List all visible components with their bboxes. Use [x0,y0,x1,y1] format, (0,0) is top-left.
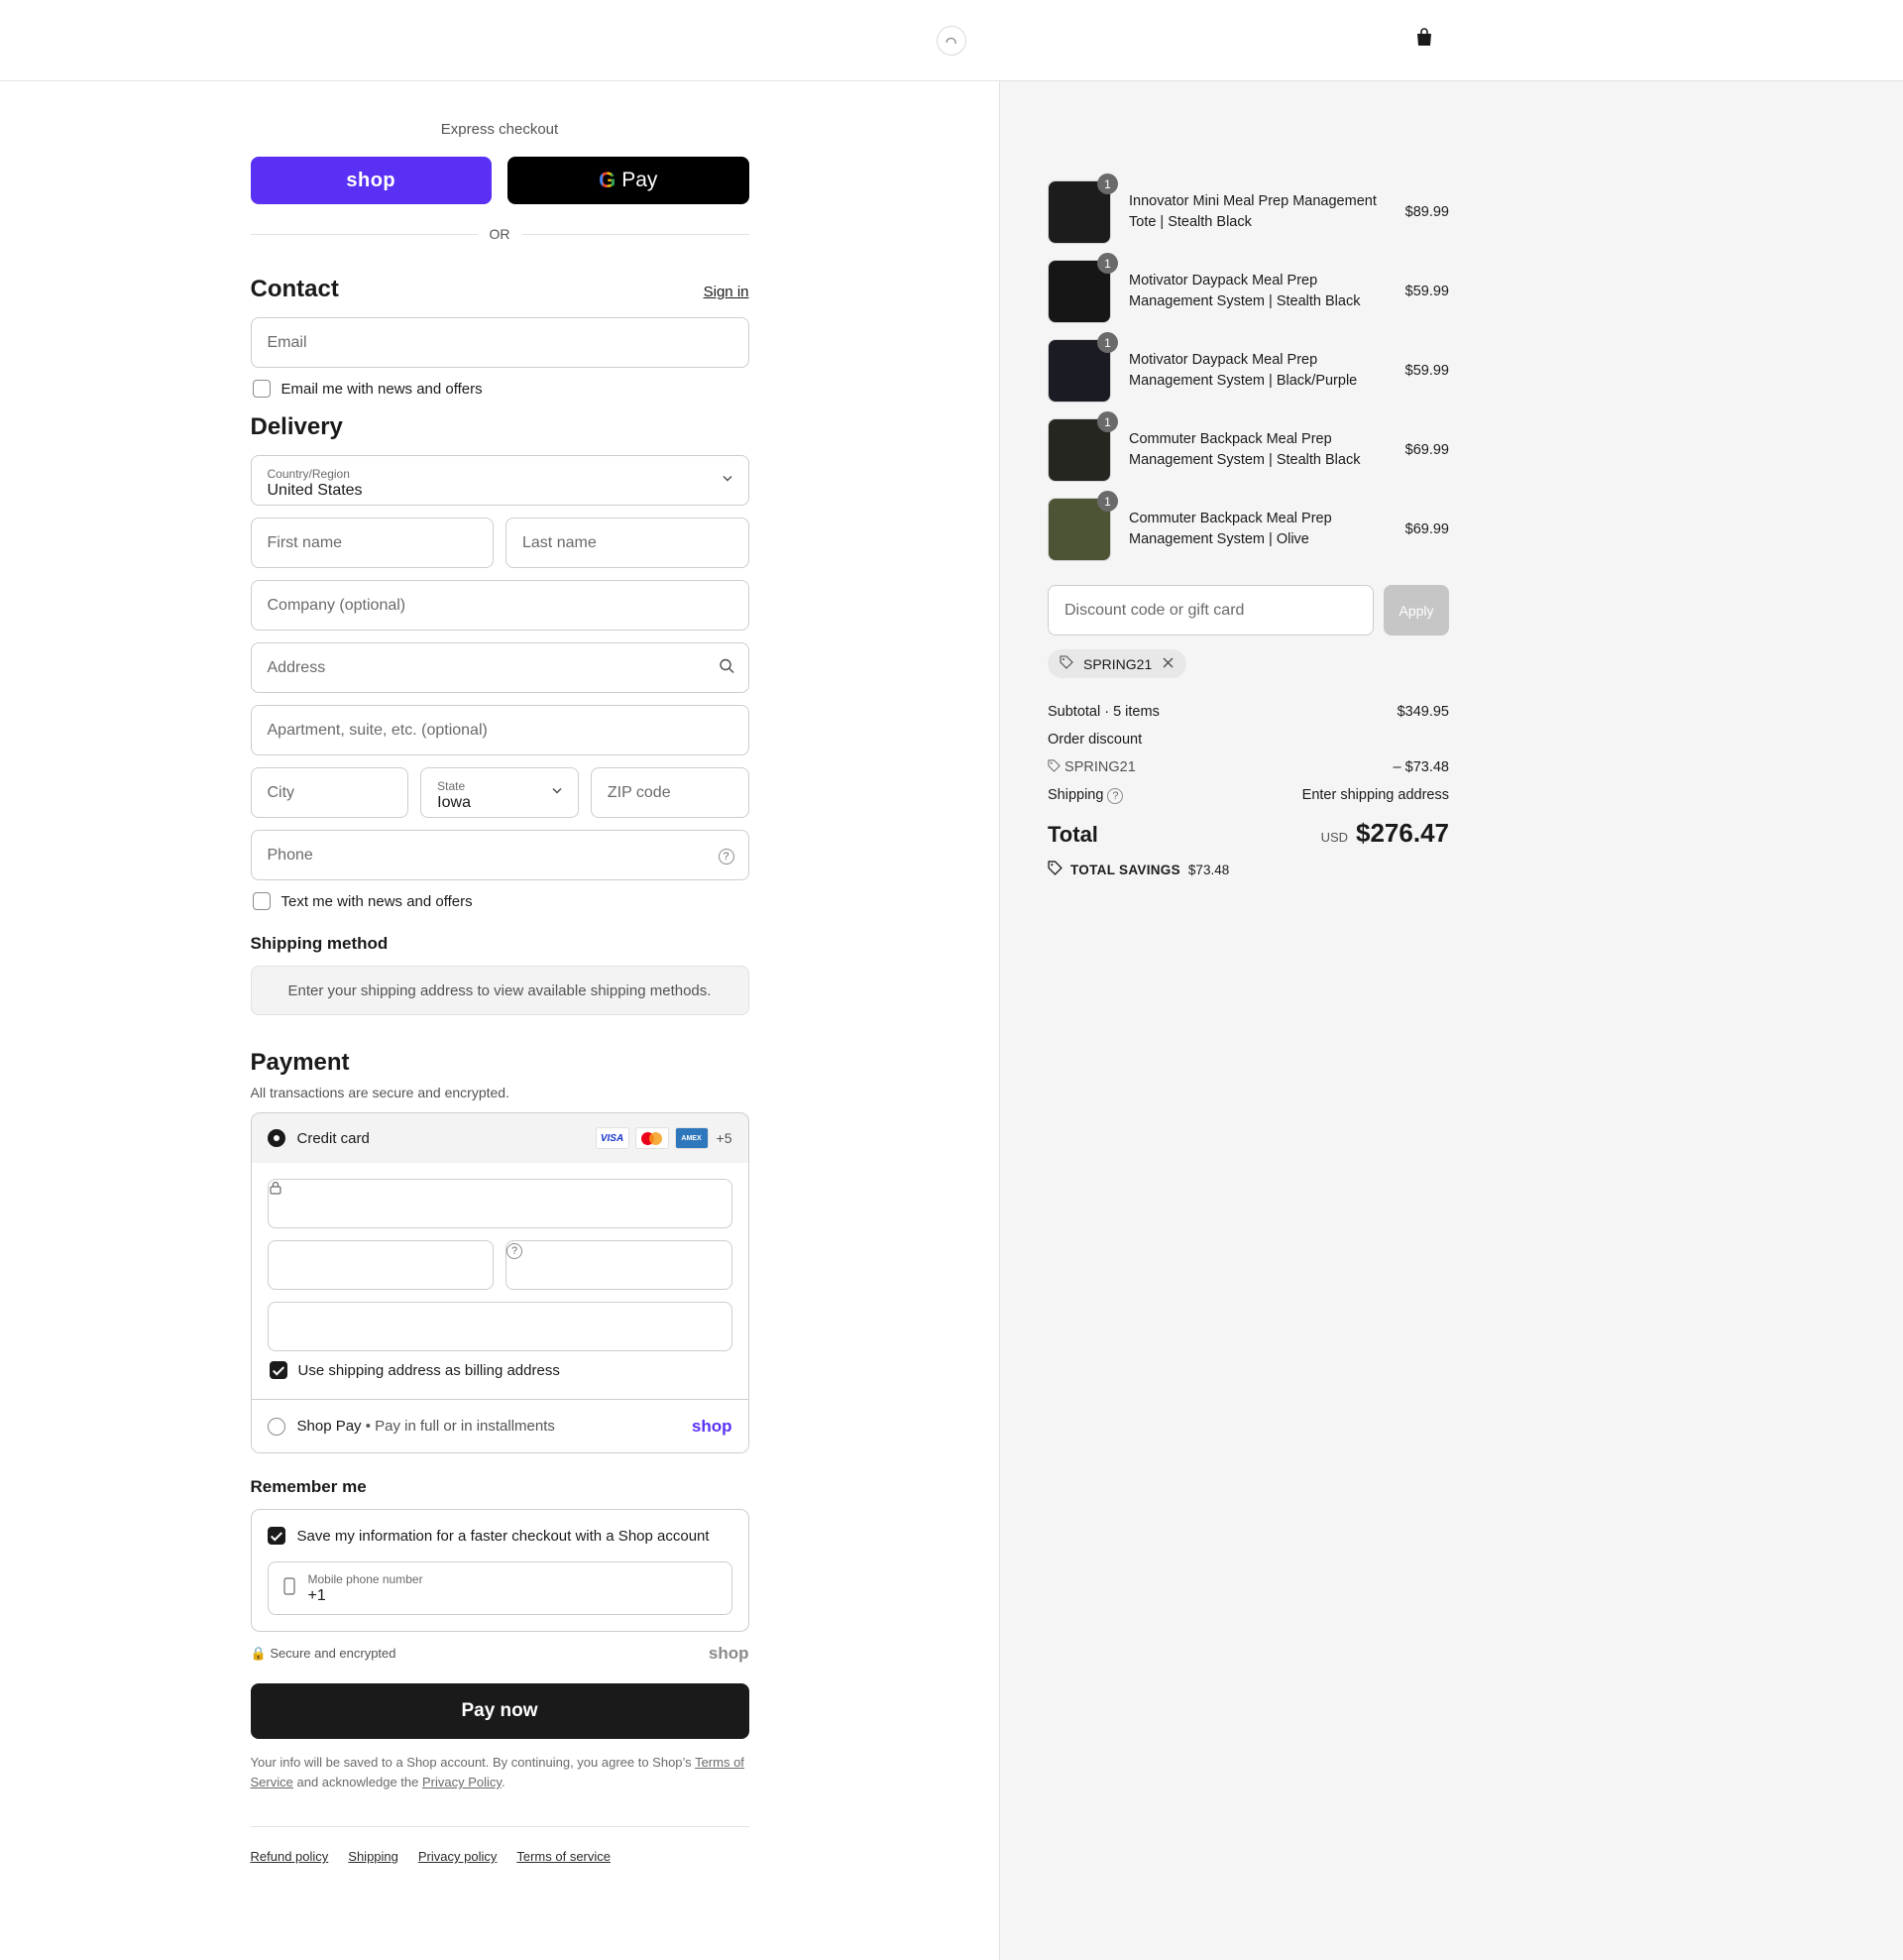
order-discount-label-row [1048,732,1449,748]
expiration-date-field[interactable] [268,1240,495,1290]
secure-text-wrap [251,1646,396,1662]
footer-link-refund-policy[interactable]: Refund policy [250,1849,329,1864]
contact-heading: Contact [250,276,339,302]
lock-icon [269,1183,282,1200]
shipping-method-empty-state [251,966,749,1015]
quantity-badge: 1 [1097,332,1118,353]
product-title: Innovator Mini Meal Prep Management Tote | Stealth Black [1129,193,1377,230]
product-title: Motivator Daypack Meal Prep Management System | Black/Purple [1129,352,1358,389]
lock-icon: 🔒 [250,1646,267,1661]
subtotal-row [1048,704,1449,720]
save-info-checkbox-row[interactable] [252,1510,748,1561]
company-placeholder: Company (optional) [267,596,406,614]
expiry-cvv-row [268,1240,732,1302]
applied-discount-pill [1048,649,1186,678]
mobile-phone-icon [282,1576,296,1601]
total-value: $276.47 [1356,818,1449,848]
quantity-badge: 1 [1097,411,1118,432]
email-marketing-checkbox[interactable] [253,380,271,398]
savings-tag-icon [1048,861,1063,878]
product-price: $69.99 [1404,521,1449,537]
billing-address-checkbox-row[interactable] [270,1361,732,1379]
credit-card-option-row[interactable] [251,1112,749,1163]
payment-note: All transactions are secure and encrypted. [250,1085,509,1100]
email-marketing-checkbox-row[interactable] [253,380,749,398]
product-price: $59.99 [1404,363,1449,379]
apartment-field[interactable] [251,705,749,755]
help-circle-icon[interactable]: ? [1107,788,1123,804]
applied-discount-code: SPRING21 [1083,655,1153,672]
total-label: Total [1048,822,1098,847]
shop-pay-radio[interactable] [268,1418,285,1436]
order-items-list [1048,176,1449,561]
last-name-placeholder: Last name [522,533,597,551]
shipping-row [1048,787,1449,804]
company-field[interactable] [251,580,749,631]
help-icon[interactable] [719,847,734,865]
mobile-phone-wrapper [252,1561,748,1631]
save-info-checkbox[interactable] [268,1527,285,1545]
tag-icon [1060,655,1073,672]
country-label: Country/Region [267,466,350,481]
credit-card-radio[interactable] [268,1129,285,1147]
quantity-badge: 1 [1097,173,1118,194]
shop-pay-option-text [297,1418,680,1435]
terms-of-service-link[interactable]: Terms of Service [250,1755,744,1789]
sms-marketing-checkbox[interactable] [253,892,271,910]
help-circle-icon: ? [719,849,734,865]
email-field[interactable] [251,317,749,368]
card-brand-badges [596,1127,732,1149]
list-item [1048,256,1449,323]
billing-address-label: Use shipping address as billing address [297,1361,560,1379]
shop-pay-option-sub: Pay in full or in installments [375,1418,555,1435]
mobile-phone-value: +1 [307,1586,326,1604]
store-logo[interactable] [937,26,966,56]
shipping-method-heading: Shipping method [250,934,389,953]
save-info-label: Save my information for a faster checkout with a Shop account [296,1527,710,1545]
legal-part-2: and acknowledge the [296,1775,419,1789]
legal-part-3: . [501,1775,505,1789]
phone-field[interactable] [251,830,749,880]
shipping-value: Enter shipping address [1301,787,1449,803]
pay-now-button[interactable]: Pay now [251,1683,749,1739]
discount-row [1048,585,1449,635]
list-item [1048,494,1449,561]
order-summary-column [999,81,1903,1960]
list-item [1048,335,1449,403]
list-item [1048,414,1449,482]
order-discount-row [1048,759,1449,775]
currency-code: USD [1320,830,1349,845]
remove-discount-icon[interactable] [1162,656,1175,672]
mobile-phone-field[interactable] [268,1561,732,1615]
product-price: $89.99 [1404,204,1449,220]
shop-pay-logo-icon: shop [691,1416,732,1436]
visa-icon: VISA [596,1127,629,1149]
first-name-placeholder: First name [267,533,343,551]
total-savings-value: $73.48 [1187,862,1230,877]
footer-links [251,1826,749,1864]
shopping-bag-icon[interactable] [1412,26,1436,55]
amex-icon: AMEX [675,1127,709,1149]
contact-section-header [251,260,749,317]
quantity-badge: 1 [1097,253,1118,274]
secure-text: Secure and encrypted [270,1646,396,1661]
last-name-field[interactable] [505,518,749,568]
shop-logo-icon: shop [708,1644,749,1663]
name-on-card-field[interactable] [268,1302,732,1351]
billing-address-checkbox[interactable] [270,1361,287,1379]
help-circle-icon: ? [506,1243,522,1259]
legal-text [251,1753,749,1792]
subtotal-label: Subtotal · 5 items [1048,704,1160,720]
product-thumbnail-wrap [1048,176,1111,244]
product-price: $69.99 [1404,442,1449,458]
security-code-field[interactable] [505,1240,732,1290]
store-header [0,0,1903,81]
shop-pay-option-label: Shop Pay [296,1418,362,1435]
state-label: State [437,778,466,793]
tag-icon [1048,759,1064,775]
quantity-badge: 1 [1097,491,1118,512]
express-checkout-label: Express checkout [440,121,559,138]
phone-placeholder: Phone [267,846,313,864]
divider-line-right [522,234,749,235]
logo-glyph-icon [944,33,959,49]
product-thumbnail-wrap [1048,335,1111,403]
shop-pay-express-button[interactable] [251,157,493,204]
total-right [1321,818,1449,849]
total-row [1048,818,1449,849]
google-g-icon: G [599,168,616,192]
google-pay-label: Pay [621,169,658,191]
state-select[interactable] [420,767,579,818]
footer-link-shipping[interactable]: Shipping [348,1849,398,1864]
checkout-form-column [0,81,999,1864]
delivery-heading: Delivery [250,413,343,440]
product-title: Commuter Backpack Meal Prep Management System | Olive [1129,511,1332,547]
logo-circle-icon [937,26,966,56]
state-value: Iowa [437,793,471,811]
list-item [1048,176,1449,244]
total-savings-label: TOTAL SAVINGS [1070,862,1180,877]
apartment-placeholder: Apartment, suite, etc. (optional) [267,721,488,739]
country-select[interactable] [251,455,749,506]
legal-part-1: Your info will be saved to a Shop account. By continuing, you agree to Shop’s [250,1755,692,1770]
shipping-label-wrap [1048,787,1123,804]
payment-methods-box [251,1112,749,1453]
discount-code-input[interactable] [1048,585,1374,635]
mobile-phone-label: Mobile phone number [307,1571,423,1586]
express-checkout-buttons [251,157,749,204]
shop-pay-separator: • [365,1418,371,1435]
product-thumbnail-wrap [1048,414,1111,482]
apply-discount-button[interactable]: Apply [1384,585,1449,635]
payment-heading: Payment [250,1049,350,1076]
mastercard-icon [635,1127,669,1149]
address-field[interactable] [251,642,749,693]
chevron-down-icon [721,471,734,490]
footer-link-terms-of-service[interactable]: Terms of service [516,1849,611,1864]
discount-code-placeholder: Discount code or gift card [1064,601,1245,619]
zip-field[interactable] [591,767,749,818]
privacy-policy-link[interactable]: Privacy Policy [421,1775,502,1789]
totals-block [1048,704,1449,878]
secure-row [251,1644,749,1664]
divider-line-left [251,234,478,235]
or-divider [251,226,749,242]
order-discount-label: Order discount [1048,732,1143,748]
product-price: $59.99 [1404,284,1449,299]
address-placeholder: Address [267,658,326,676]
sign-in-link[interactable]: Sign in [703,284,749,300]
remember-me-box [251,1509,749,1632]
email-placeholder: Email [267,333,307,351]
order-discount-code-wrap [1048,759,1136,775]
total-savings-row [1048,861,1449,878]
city-state-zip-row [251,767,749,830]
product-thumbnail-wrap [1048,494,1111,561]
chevron-down-icon [550,783,564,802]
order-discount-value: – $73.48 [1393,759,1449,775]
email-marketing-label: Email me with news and offers [280,380,483,398]
google-pay-express-button[interactable] [507,157,749,204]
first-name-field[interactable] [251,518,495,568]
search-icon[interactable] [719,657,734,678]
more-card-brands[interactable]: +5 [716,1130,732,1146]
product-title: Commuter Backpack Meal Prep Management System | Stealth Black [1129,431,1361,468]
shipping-method-empty-text: Enter your shipping address to view available shipping methods. [287,981,712,999]
city-placeholder: City [267,783,295,801]
sms-marketing-label: Text me with news and offers [280,892,473,910]
sms-marketing-checkbox-row[interactable] [253,892,749,910]
shop-pay-logo-text: shop [346,169,396,191]
country-value: United States [267,481,363,499]
remember-me-heading: Remember me [250,1477,367,1496]
credit-card-label: Credit card [296,1129,370,1147]
product-title: Motivator Daypack Meal Prep Management System | Stealth Black [1129,273,1361,309]
product-thumbnail-wrap [1048,256,1111,323]
shop-pay-option-row[interactable] [252,1399,748,1452]
name-row [251,518,749,580]
card-number-field[interactable] [268,1179,732,1228]
zip-placeholder: ZIP code [607,783,671,801]
help-icon[interactable] [506,1241,522,1258]
subtotal-value: $349.95 [1397,704,1449,720]
footer-link-privacy-policy[interactable]: Privacy policy [417,1849,498,1864]
shipping-label: Shipping [1048,787,1104,803]
credit-card-fields [252,1163,748,1399]
or-label: OR [489,226,510,242]
city-field[interactable] [251,767,409,818]
order-discount-code: SPRING21 [1064,759,1136,775]
